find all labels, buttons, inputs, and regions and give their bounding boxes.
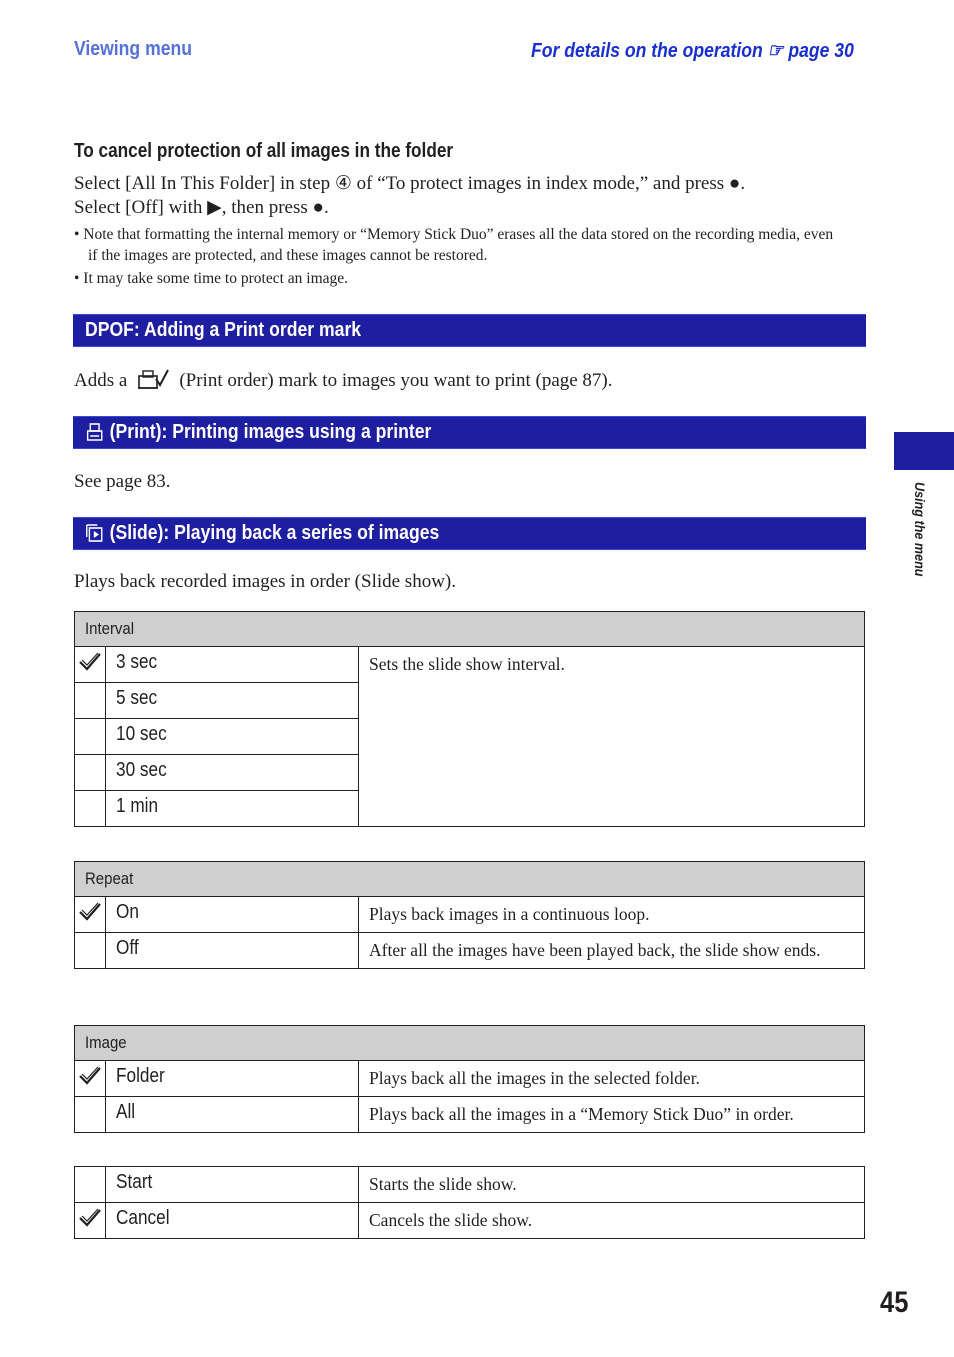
check-cell: [75, 755, 106, 791]
dpof-title: DPOF: Adding a Print order mark: [85, 319, 362, 341]
check-cell: [75, 1061, 106, 1097]
note-protect-time: • It may take some time to protect an image.: [74, 270, 349, 287]
section-title: Viewing menu: [74, 38, 193, 60]
dpof-description: [74, 368, 613, 392]
check-cell: [75, 1203, 106, 1239]
interval-option-3sec[interactable]: 3 sec: [106, 647, 359, 683]
slide-section-bar: [73, 517, 866, 550]
interval-header: Interval: [75, 612, 865, 647]
dpof-text-before: Adds a: [74, 369, 128, 391]
note-formatting: • Note that formatting the internal memory or “Memory Stick Duo” erases all the data stored on the recording media, even if the images are protected, and these images cannot be restored.: [74, 226, 834, 264]
start-option[interactable]: Start: [106, 1167, 359, 1203]
repeat-header: Repeat: [75, 862, 865, 897]
interval-description: Sets the slide show interval.: [359, 647, 865, 827]
image-folder-description: Plays back all the images in the selected folder.: [359, 1061, 865, 1097]
repeat-on-description: Plays back images in a continuous loop.: [359, 897, 865, 933]
start-cancel-table: [74, 1166, 865, 1239]
print-title: (Print): Printing images using a printer: [109, 421, 432, 443]
interval-table: [74, 611, 865, 827]
check-cell: [75, 897, 106, 933]
table-row: [75, 1167, 865, 1203]
check-cell: [75, 933, 106, 969]
print-order-icon: [135, 368, 171, 392]
repeat-option-off[interactable]: Off: [106, 933, 359, 969]
default-check-icon: [78, 902, 102, 922]
cancel-protection-heading: To cancel protection of all images in the folder: [74, 140, 454, 162]
dpof-section-bar: [73, 314, 866, 347]
details-reference: For details on the operation ☞ page 30: [531, 40, 854, 62]
check-cell: [75, 1167, 106, 1203]
repeat-option-on[interactable]: On: [106, 897, 359, 933]
dpof-text-after: (Print order) mark to images you want to print (page 87).: [179, 369, 613, 391]
default-check-icon: [78, 1208, 102, 1228]
table-row: [75, 1203, 865, 1239]
image-table: [74, 1025, 865, 1133]
check-cell: [75, 791, 106, 827]
image-header: Image: [75, 1026, 865, 1061]
print-description: See page 83.: [74, 471, 171, 492]
start-description: Starts the slide show.: [359, 1167, 865, 1203]
slide-show-icon: [85, 523, 104, 545]
page-number: 45: [879, 1286, 908, 1319]
default-check-icon: [78, 652, 102, 672]
section-side-tab: [894, 432, 954, 470]
slide-title: (Slide): Playing back a series of images: [109, 522, 440, 544]
check-cell: [75, 719, 106, 755]
image-all-description: Plays back all the images in a “Memory Stick Duo” in order.: [359, 1097, 865, 1133]
image-option-folder[interactable]: Folder: [106, 1061, 359, 1097]
cancel-description: Cancels the slide show.: [359, 1203, 865, 1239]
cancel-option[interactable]: Cancel: [106, 1203, 359, 1239]
cancel-protection-step2: Select [Off] with ▶, then press ●.: [74, 197, 329, 218]
image-option-all[interactable]: All: [106, 1097, 359, 1133]
default-check-icon: [78, 1066, 102, 1086]
table-row: [75, 1061, 865, 1097]
side-tab-label: Using the menu: [912, 482, 928, 577]
table-row: [75, 1097, 865, 1133]
check-cell: [75, 1097, 106, 1133]
slide-description: Plays back recorded images in order (Slide show).: [74, 571, 457, 592]
interval-option-1min[interactable]: 1 min: [106, 791, 359, 827]
cancel-protection-step1: Select [All In This Folder] in step ④ of “To protect images in index mode,” and press ●.: [74, 173, 746, 194]
table-row: [75, 933, 865, 969]
interval-option-10sec[interactable]: 10 sec: [106, 719, 359, 755]
interval-option-30sec[interactable]: 30 sec: [106, 755, 359, 791]
check-cell: [75, 647, 106, 683]
repeat-off-description: After all the images have been played back, the slide show ends.: [359, 933, 865, 969]
table-row: [75, 647, 865, 683]
table-row: [75, 897, 865, 933]
repeat-table: [74, 861, 865, 969]
check-cell: [75, 683, 106, 719]
interval-option-5sec[interactable]: 5 sec: [106, 683, 359, 719]
print-section-bar: [73, 416, 866, 449]
printer-icon: [85, 422, 104, 444]
